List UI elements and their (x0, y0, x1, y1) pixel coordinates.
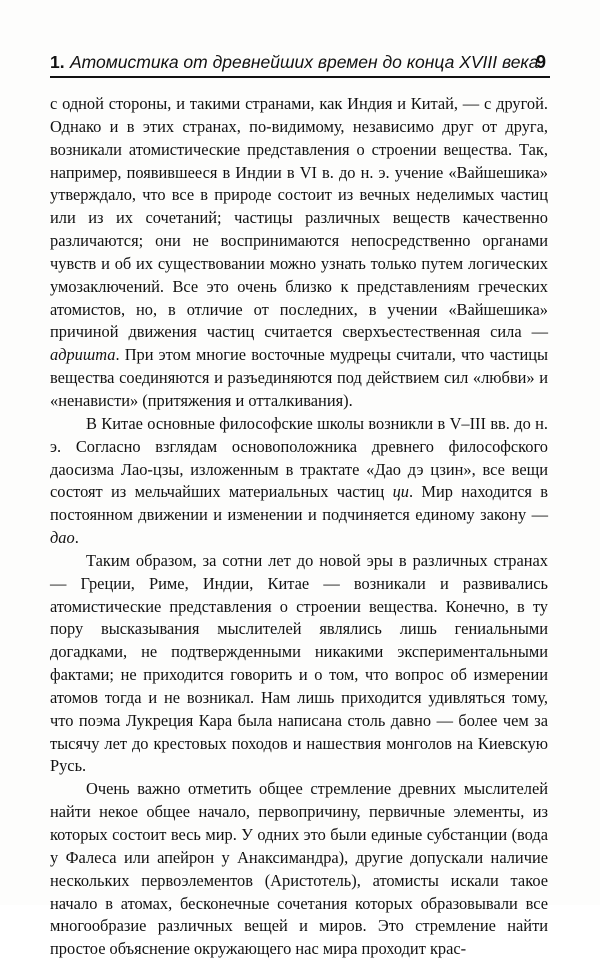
paragraph (50, 550, 548, 778)
text-run: В Китае основные философские школы возникли в V–III вв. до н. э. Согласно взглядам основоположника древнего философского даосизма Лао-цзы, изложенным в трактате «Дао дэ цзин», все вещи состоят из мельчайших материальных частиц (50, 413, 548, 502)
text-run: . Мир находится в постоянном движении и изменении и подчиняется единому закону — (50, 482, 548, 525)
text-run: с одной стороны, и такими странами, как Индия и Китай, — с другой. Однако и в этих странах, по-видимому, независимо друг от друга, возникали атомистические представления о строении вещества. Так, например, появившееся в Индии в VI в. до н. э. учение «Вайшешика» утверждало, что все в природе состоит из вечных неделимых частиц или из их сочетаний; частицы различных веществ качественно различаются; они не воспринимаются непосредственно органами чувств и об их существовании можно узнать только путем логических умозаключений. Все это очень близко к представлениям греческих атомистов, но, в отличие от последних, в учении «Вайшешика» причиной движения частиц считается сверхъестественная сила — (50, 94, 548, 342)
body-text (50, 93, 548, 961)
paragraph (50, 93, 548, 413)
chapter-title: Атомистика от древнейших времен до конца XVIII века (70, 52, 539, 72)
text-run: . (74, 528, 79, 548)
text-run: . При этом многие восточные мудрецы считали, что частицы вещества соединяются и разъединяются под действием сил «любви» и «ненависти» (притяжения и отталкивания). (50, 345, 548, 410)
text-run: Таким образом, за сотни лет до новой эры в различных странах — Греции, Риме, Индии, Китае — возникали и развивались атомистические представления о строении вещества. Конечно, в ту пору высказывания мыслителей являлись лишь гениальными догадками, не подтвержденными никакими экспериментальными фактами; не приходится говорить и о том, что вопрос об измерении атомов тогда и не возникал. Нам лишь приходится удивляться тому, что поэма Лукреция Кара была написана столь давно — более чем за тысячу лет до крестовых походов и нашествия монголов на Киевскую Русь. (50, 550, 548, 776)
page-number: 9 (535, 52, 546, 72)
header-rule (50, 76, 550, 78)
chapter-number: 1. (50, 52, 65, 72)
paragraph (50, 778, 548, 961)
text-run: Очень важно отметить общее стремление древних мыслителей найти некое общее начало, первопричину, первичные элементы, из которых состоит весь мир. У одних это были единые субстанции (вода у Фалеса или апейрон у Анаксимандра), другие допускали наличие нескольких первоэлементов (Аристотель), атомисты искали такое начало в атомах, бесконечные сочетания которых образовывали все многообразие различных вещей и миров. Это стремление найти простое объяснение окружающего нас мира проходит крас- (50, 779, 548, 959)
italic-term: ци (392, 482, 409, 502)
italic-term: адришта (50, 345, 116, 365)
italic-term: дао (50, 528, 75, 548)
running-header (50, 48, 550, 78)
paragraph (50, 413, 548, 550)
